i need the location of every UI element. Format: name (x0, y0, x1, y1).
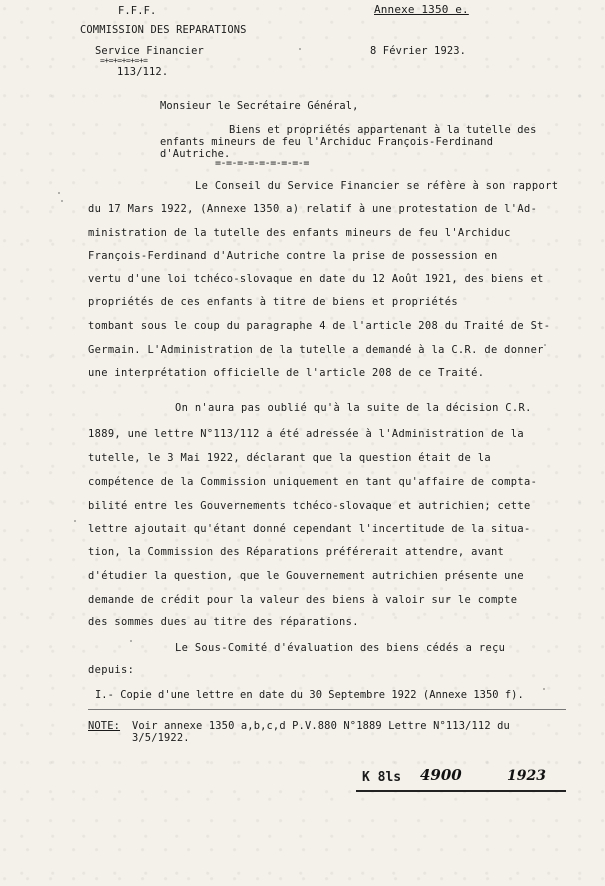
subject-line-1: Biens et propriétés appartenant à la tutelle des (229, 124, 537, 136)
paragraph-2-line: d'étudier la question, que le Gouvernement autrichien présente une (88, 570, 524, 582)
scan-speck (544, 344, 546, 346)
scan-speck (74, 520, 76, 522)
commission-name: COMMISSION DES REPARATIONS (80, 24, 247, 36)
paragraph-2-line: tutelle, le 3 Mai 1922, déclarant que la question était de la (88, 452, 491, 464)
scan-speck (543, 688, 545, 690)
paragraph-1-line: tombant sous le coup du paragraphe 4 de l'article 208 du Traité de St- (88, 320, 551, 332)
file-reference: 113/112. (117, 66, 169, 78)
salutation: Monsieur le Secrétaire Général, (160, 100, 359, 112)
paragraph-3-line: Le Sous-Comité d'évaluation des biens cédés a reçu (175, 642, 506, 654)
subject-separator: =-=-=-=-=-=-=-=-= (215, 158, 309, 169)
archive-number: 4900 (420, 766, 462, 784)
list-item-1: I.- Copie d'une lettre en date du 30 Septembre 1922 (Annexe 1350 f). (95, 689, 524, 701)
paragraph-3-line: depuis: (88, 664, 135, 676)
paragraph-2-line: tion, la Commission des Réparations préférerait attendre, avant (88, 546, 505, 558)
annex-reference: Annexe 1350 e. (374, 3, 469, 16)
scan-speck (61, 200, 63, 202)
paragraph-1-line: Germain. L'Administration de la tutelle a demandé à la C.R. de donner (88, 344, 544, 356)
paragraph-2-line: 1889, une lettre N°113/112 a été adressée à l'Administration de la (88, 428, 524, 440)
service-name: Service Financier (95, 45, 204, 57)
header-initials: F.F.F. (118, 5, 157, 17)
subject-line-3: d'Autriche. (160, 148, 231, 160)
letter-date: 8 Février 1923. (370, 45, 467, 57)
paragraph-1-line: du 17 Mars 1922, (Annexe 1350 a) relatif à une protestation de l'Ad- (88, 203, 538, 215)
paragraph-1-line: François-Ferdinand d'Autriche contre la prise de possession en (88, 250, 498, 262)
scan-speck (130, 640, 132, 642)
paragraph-2-line: lettre ajoutait qu'étant donné cependant l'incertitude de la situa- (88, 523, 531, 535)
paragraph-2-line: bilité entre les Gouvernements tchéco-slovaque et autrichien; cette (88, 500, 531, 512)
note-separator-rule (88, 709, 566, 710)
archive-year: 1923 (507, 768, 546, 784)
header-dash-line: =+=+=+=+=+= (100, 56, 148, 65)
paragraph-2-line: des sommes dues au titre des réparations. (88, 616, 359, 628)
note-line-1: Voir annexe 1350 a,b,c,d P.V.880 N°1889 Lettre N°113/112 du (132, 720, 510, 732)
paragraph-1-line: vertu d'une loi tchéco-slovaque en date du 12 Août 1921, des biens et (88, 273, 544, 285)
archive-mark: K 8ls (362, 770, 402, 785)
paragraph-2-line: compétence de la Commission uniquement en tant qu'affaire de compta- (88, 476, 538, 488)
scan-speck (58, 192, 60, 194)
archive-underline (356, 790, 566, 792)
paragraph-2-line: demande de crédit pour la valeur des biens à valoir sur le compte (88, 594, 518, 606)
paragraph-2-line: On n'aura pas oublié qu'à la suite de la décision C.R. (175, 402, 532, 414)
subject-line-2: enfants mineurs de feu l'Archiduc François-Ferdinand (160, 136, 494, 148)
paragraph-1-line: ministration de la tutelle des enfants mineurs de feu l'Archiduc (88, 227, 511, 239)
scan-speck (299, 48, 301, 50)
paragraph-1-line: une interprétation officielle de l'article 208 de ce Traité. (88, 367, 485, 379)
note-label: NOTE: (88, 720, 121, 732)
paragraph-1-line: Le Conseil du Service Financier se réfère à son rapport (195, 180, 559, 192)
note-line-2: 3/5/1922. (132, 732, 190, 744)
paragraph-1-line: propriétés de ces enfants à titre de biens et propriétés (88, 296, 458, 308)
scan-speck (448, 598, 450, 600)
